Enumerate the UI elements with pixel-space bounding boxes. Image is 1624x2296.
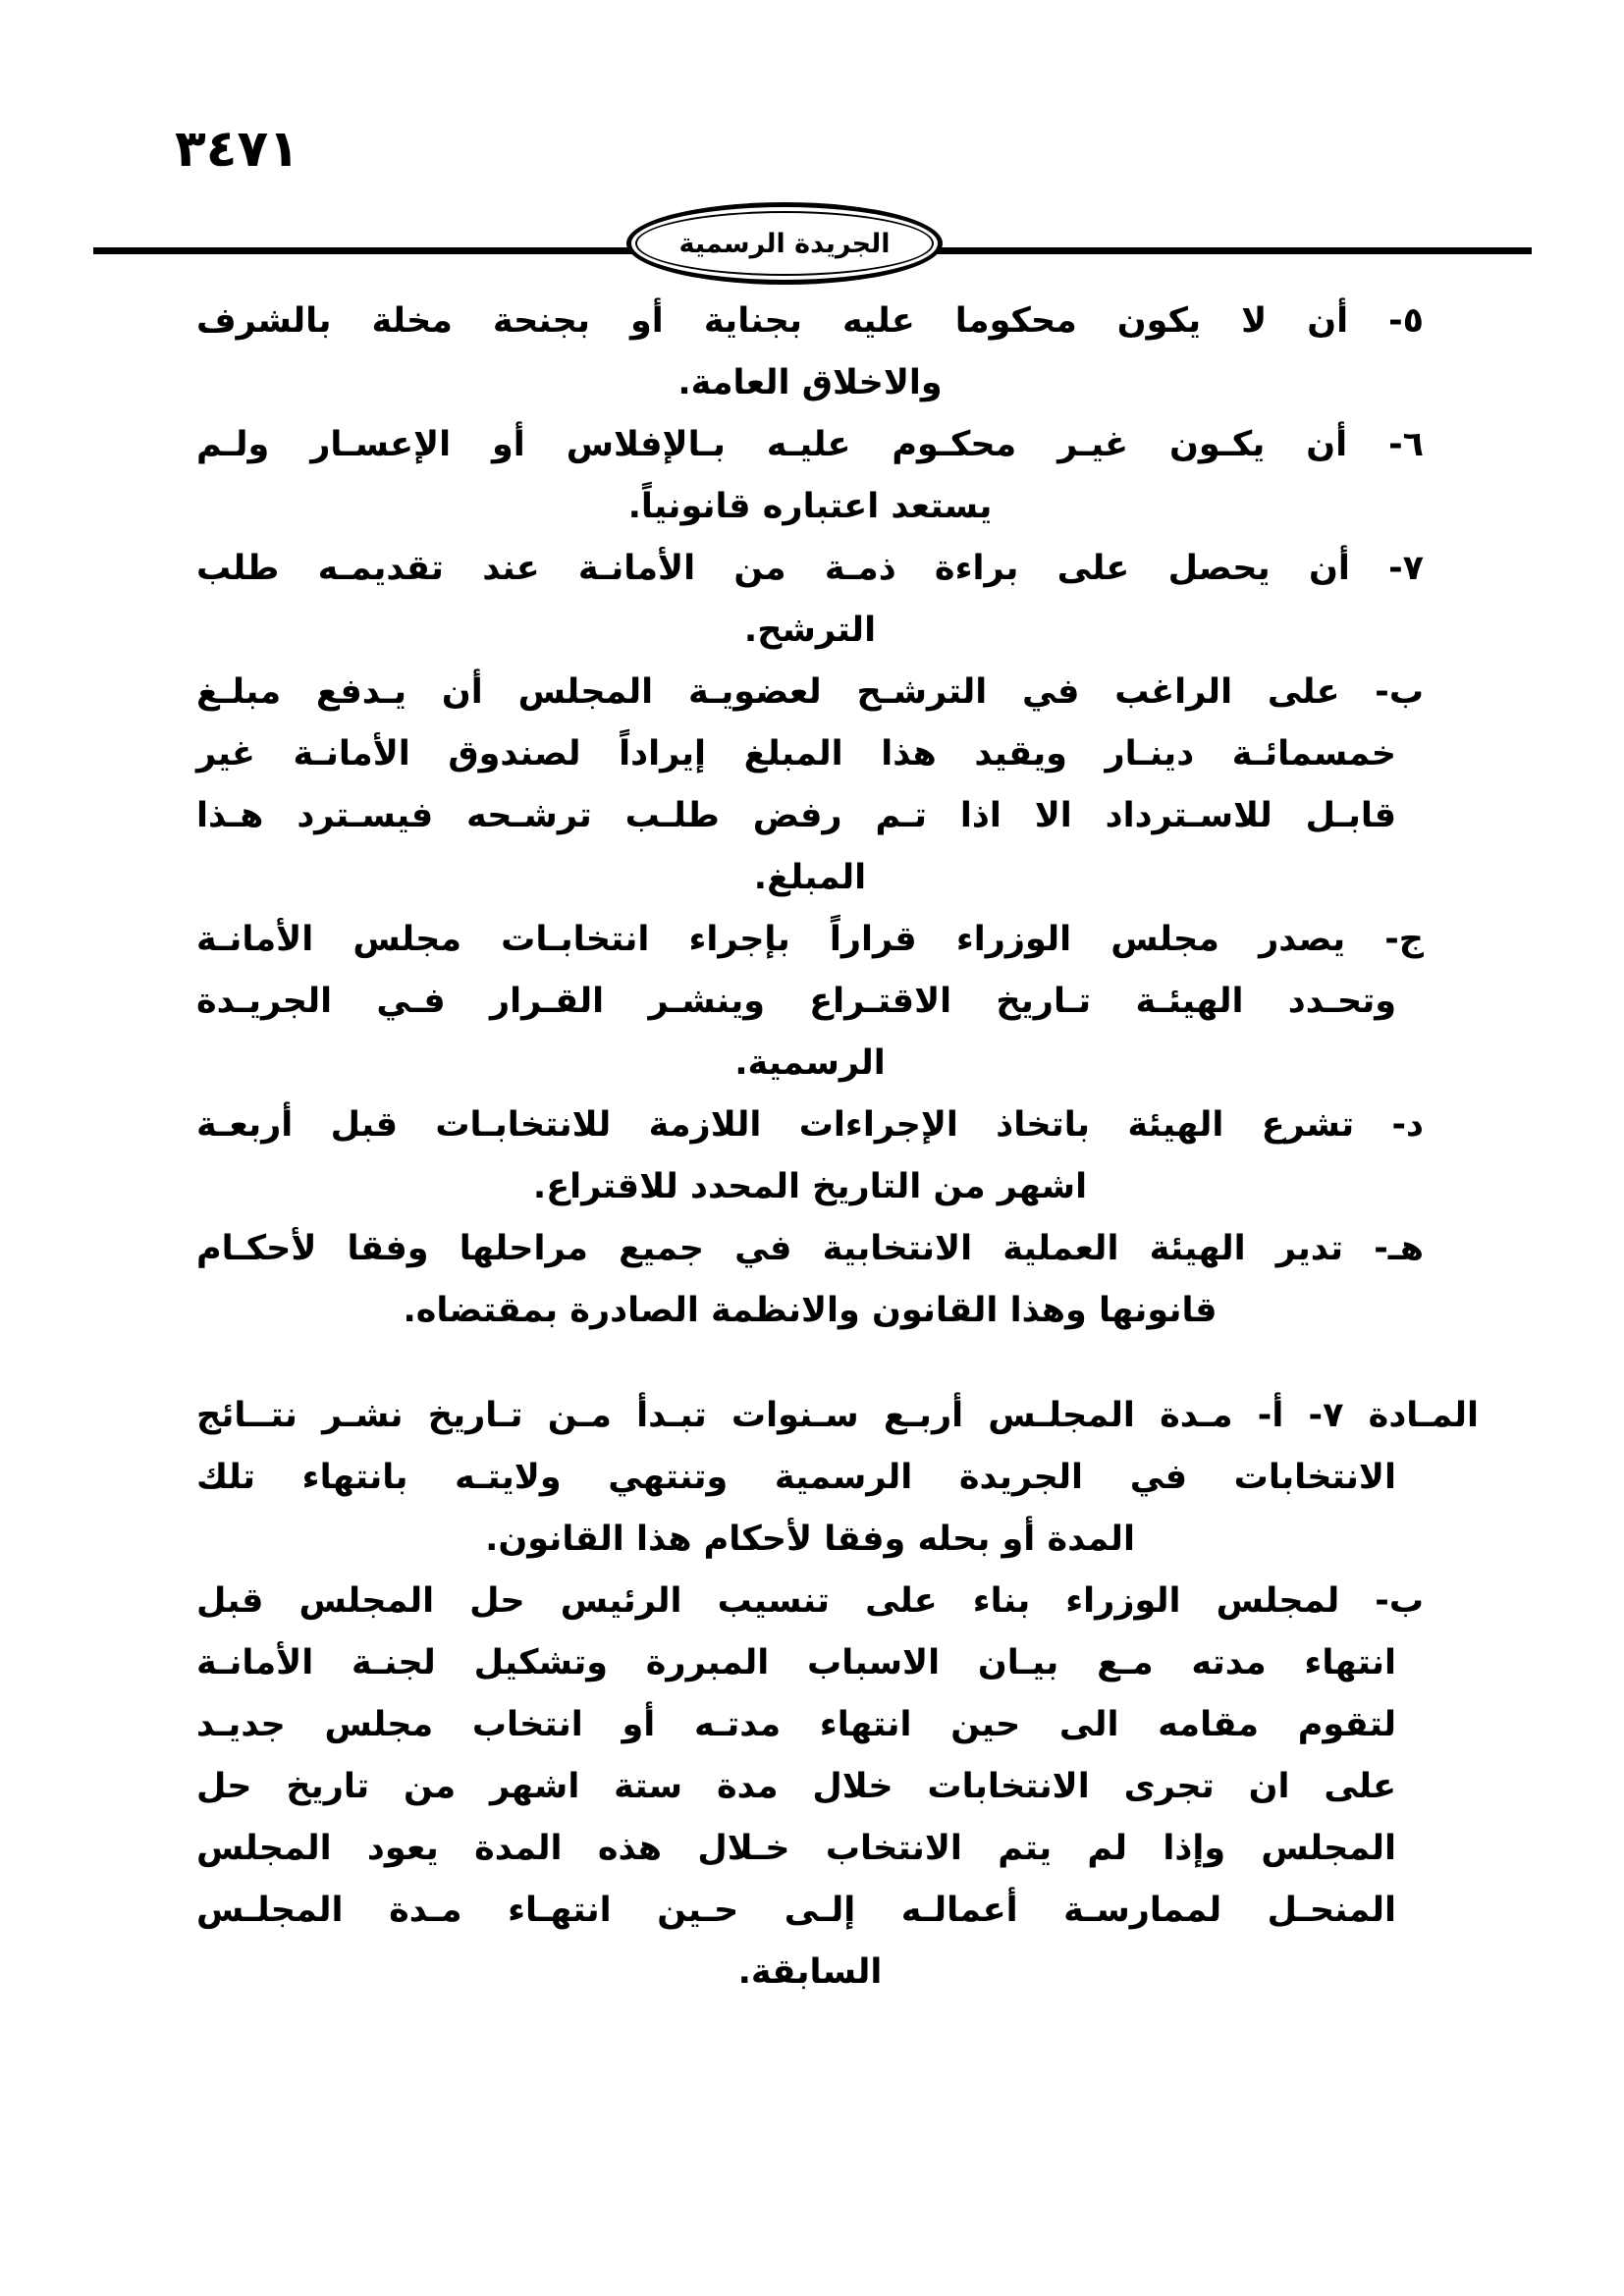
text-line: المدة أو بحله وفقا لأحكام هذا القانون. bbox=[485, 1520, 1135, 1559]
text-line: ج- يصدر مجلس الوزراء قراراً بإجراء انتخابـات مجلس الأمانـة bbox=[196, 920, 1424, 959]
gazette-badge-inner-ellipse bbox=[635, 211, 934, 276]
text-line: قابـل للاسـترداد الا اذا تـم رفض طلـب ترشـحه فيسـترد هـذا bbox=[196, 796, 1396, 835]
text-line: السابقة. bbox=[737, 1952, 883, 1992]
text-line: د- تشرع الهيئة باتخاذ الإجراءات اللازمة للانتخابـات قبل أربعـة bbox=[196, 1105, 1424, 1145]
text-line: الترشح. bbox=[743, 611, 877, 650]
text-line: المبلغ. bbox=[753, 858, 867, 897]
text-line: قانونها وهذا القانون والانظمة الصادرة بمقتضاه. bbox=[403, 1291, 1218, 1330]
text-line: ٦- أن يكـون غيـر محكـوم عليـه بـالإفلاس أو الإعسـار ولـم bbox=[196, 425, 1424, 464]
text-line: هـ- تدير الهيئة العملية الانتخابية في جميع مراحلها وفقا لأحكـام bbox=[196, 1229, 1424, 1268]
gazette-badge bbox=[626, 202, 943, 285]
text-line: والاخلاق العامة. bbox=[677, 363, 943, 402]
text-line: المنحـل لممارسـة أعمالـه إلـى حـين انتهـاء مـدة المجلـس bbox=[196, 1891, 1396, 1930]
text-line: ب- لمجلس الوزراء بناء على تنسيب الرئيس حل المجلس قبل bbox=[196, 1581, 1424, 1621]
text-line: وتحـدد الهيئـة تـاريخ الاقتـراع وينشـر القـرار فـي الجريـدة bbox=[196, 982, 1396, 1021]
text-line: ٧- أن يحصل على براءة ذمـة من الأمانـة عند تقديمـه طلب bbox=[196, 549, 1424, 588]
text-line: انتهاء مدته مـع بيـان الاسباب المبررة وتشكيل لجنـة الأمانـة bbox=[196, 1643, 1396, 1682]
page-number: ٣٤٧١ bbox=[175, 120, 299, 179]
text-line: يستعد اعتباره قانونياً. bbox=[627, 487, 993, 526]
document-body bbox=[196, 291, 1479, 2003]
text-line: لتقوم مقامه الى حين انتهاء مدتـه أو انتخاب مجلس جديـد bbox=[196, 1705, 1396, 1744]
text-line: اشهر من التاريخ المحدد للاقتراع. bbox=[532, 1167, 1088, 1206]
text-line: الانتخابات في الجريدة الرسمية وتنتهي ولايتـه بانتهاء تلك bbox=[196, 1458, 1396, 1497]
text-line: المجلس وإذا لم يتم الانتخاب خـلال هذه المدة يعود المجلس bbox=[196, 1829, 1396, 1868]
gazette-badge-label: الجريدة الرسمية bbox=[678, 228, 891, 259]
text-line: الرسمية. bbox=[734, 1043, 886, 1083]
text-line: خمسمائـة دينـار ويقيد هذا المبلغ إيراداً لصندوق الأمانـة غير bbox=[196, 734, 1396, 774]
text-line: ٥- أن لا يكون محكوما عليه بجناية أو بجنحة مخلة بالشرف bbox=[196, 301, 1424, 341]
text-line: المـادة ٧- أ- مـدة المجلـس أربـع سـنوات تبـدأ مـن تـاريخ نشـر نتــائج bbox=[196, 1396, 1479, 1435]
text-line: على ان تجرى الانتخابات خلال مدة ستة اشهر من تاريخ حل bbox=[196, 1767, 1396, 1806]
text-line: ب- على الراغب في الترشـح لعضويـة المجلس أن يـدفع مبلـغ bbox=[196, 672, 1424, 712]
